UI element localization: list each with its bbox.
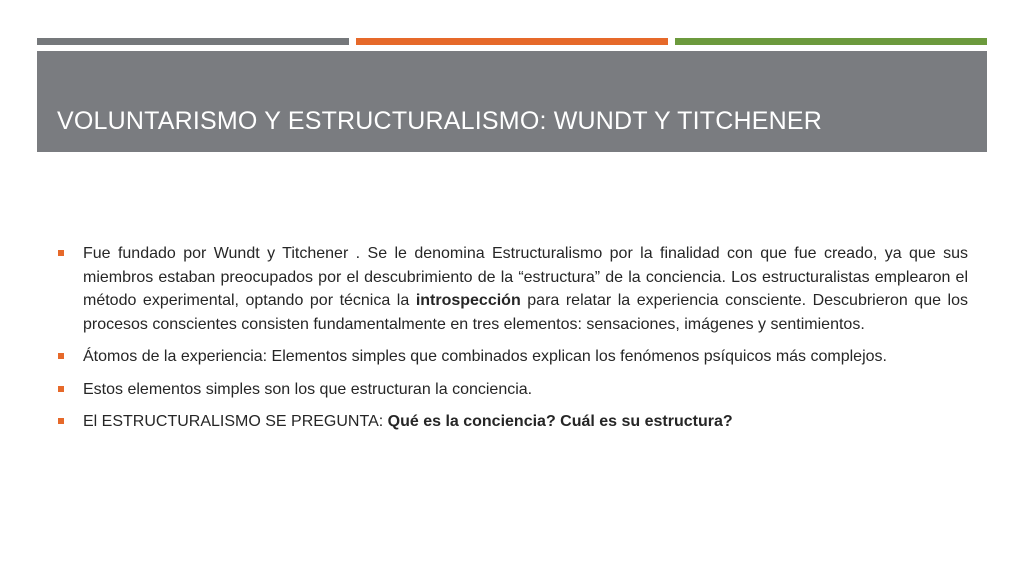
accent-bar-gray (37, 38, 349, 45)
bullet-list (56, 242, 968, 443)
bullet-emphasis: Qué es la conciencia? Cuál es su estructura? (387, 413, 733, 430)
title-band (37, 51, 987, 152)
bullet-item-pregunta (56, 410, 968, 434)
square-bullet-icon (58, 353, 64, 359)
bullet-text: Átomos de la experiencia: Elementos simples que combinados explican los fenómenos psíquicos más complejos. (83, 348, 887, 365)
accent-bar-orange (356, 38, 668, 45)
square-bullet-icon (58, 386, 64, 392)
bullet-item-elementos (56, 378, 968, 402)
accent-bar-green (675, 38, 987, 45)
bullet-text: Estos elementos simples son los que estructuran la conciencia. (83, 380, 533, 398)
bullet-text-after: para relatar la experiencia consciente. Descubrieron que los procesos conscientes consisten fundamentalmente en tres elementos: sensaciones, imágenes y sentimientos. (83, 292, 968, 333)
slide-title: VOLUNTARISMO Y ESTRUCTURALISMO: WUNDT Y TITCHENER (57, 107, 823, 135)
bullet-emphasis: introspección (415, 292, 521, 309)
bullet-item-atomos (56, 345, 968, 369)
bullet-item-fundado (56, 242, 968, 336)
square-bullet-icon (58, 418, 64, 424)
bullet-text-before: El ESTRUCTURALISMO SE PREGUNTA: (83, 413, 388, 430)
bullet-text-before: Fue fundado por Wundt y Titchener . Se le denomina Estructuralismo por la finalidad con que fue creado, ya que sus miembros estaban preocupados por el descubrimiento de la “estructura” de la conciencia. Los estructuralistas emplearon el método experimental, optando por técnica la (83, 245, 968, 309)
square-bullet-icon (58, 250, 64, 256)
